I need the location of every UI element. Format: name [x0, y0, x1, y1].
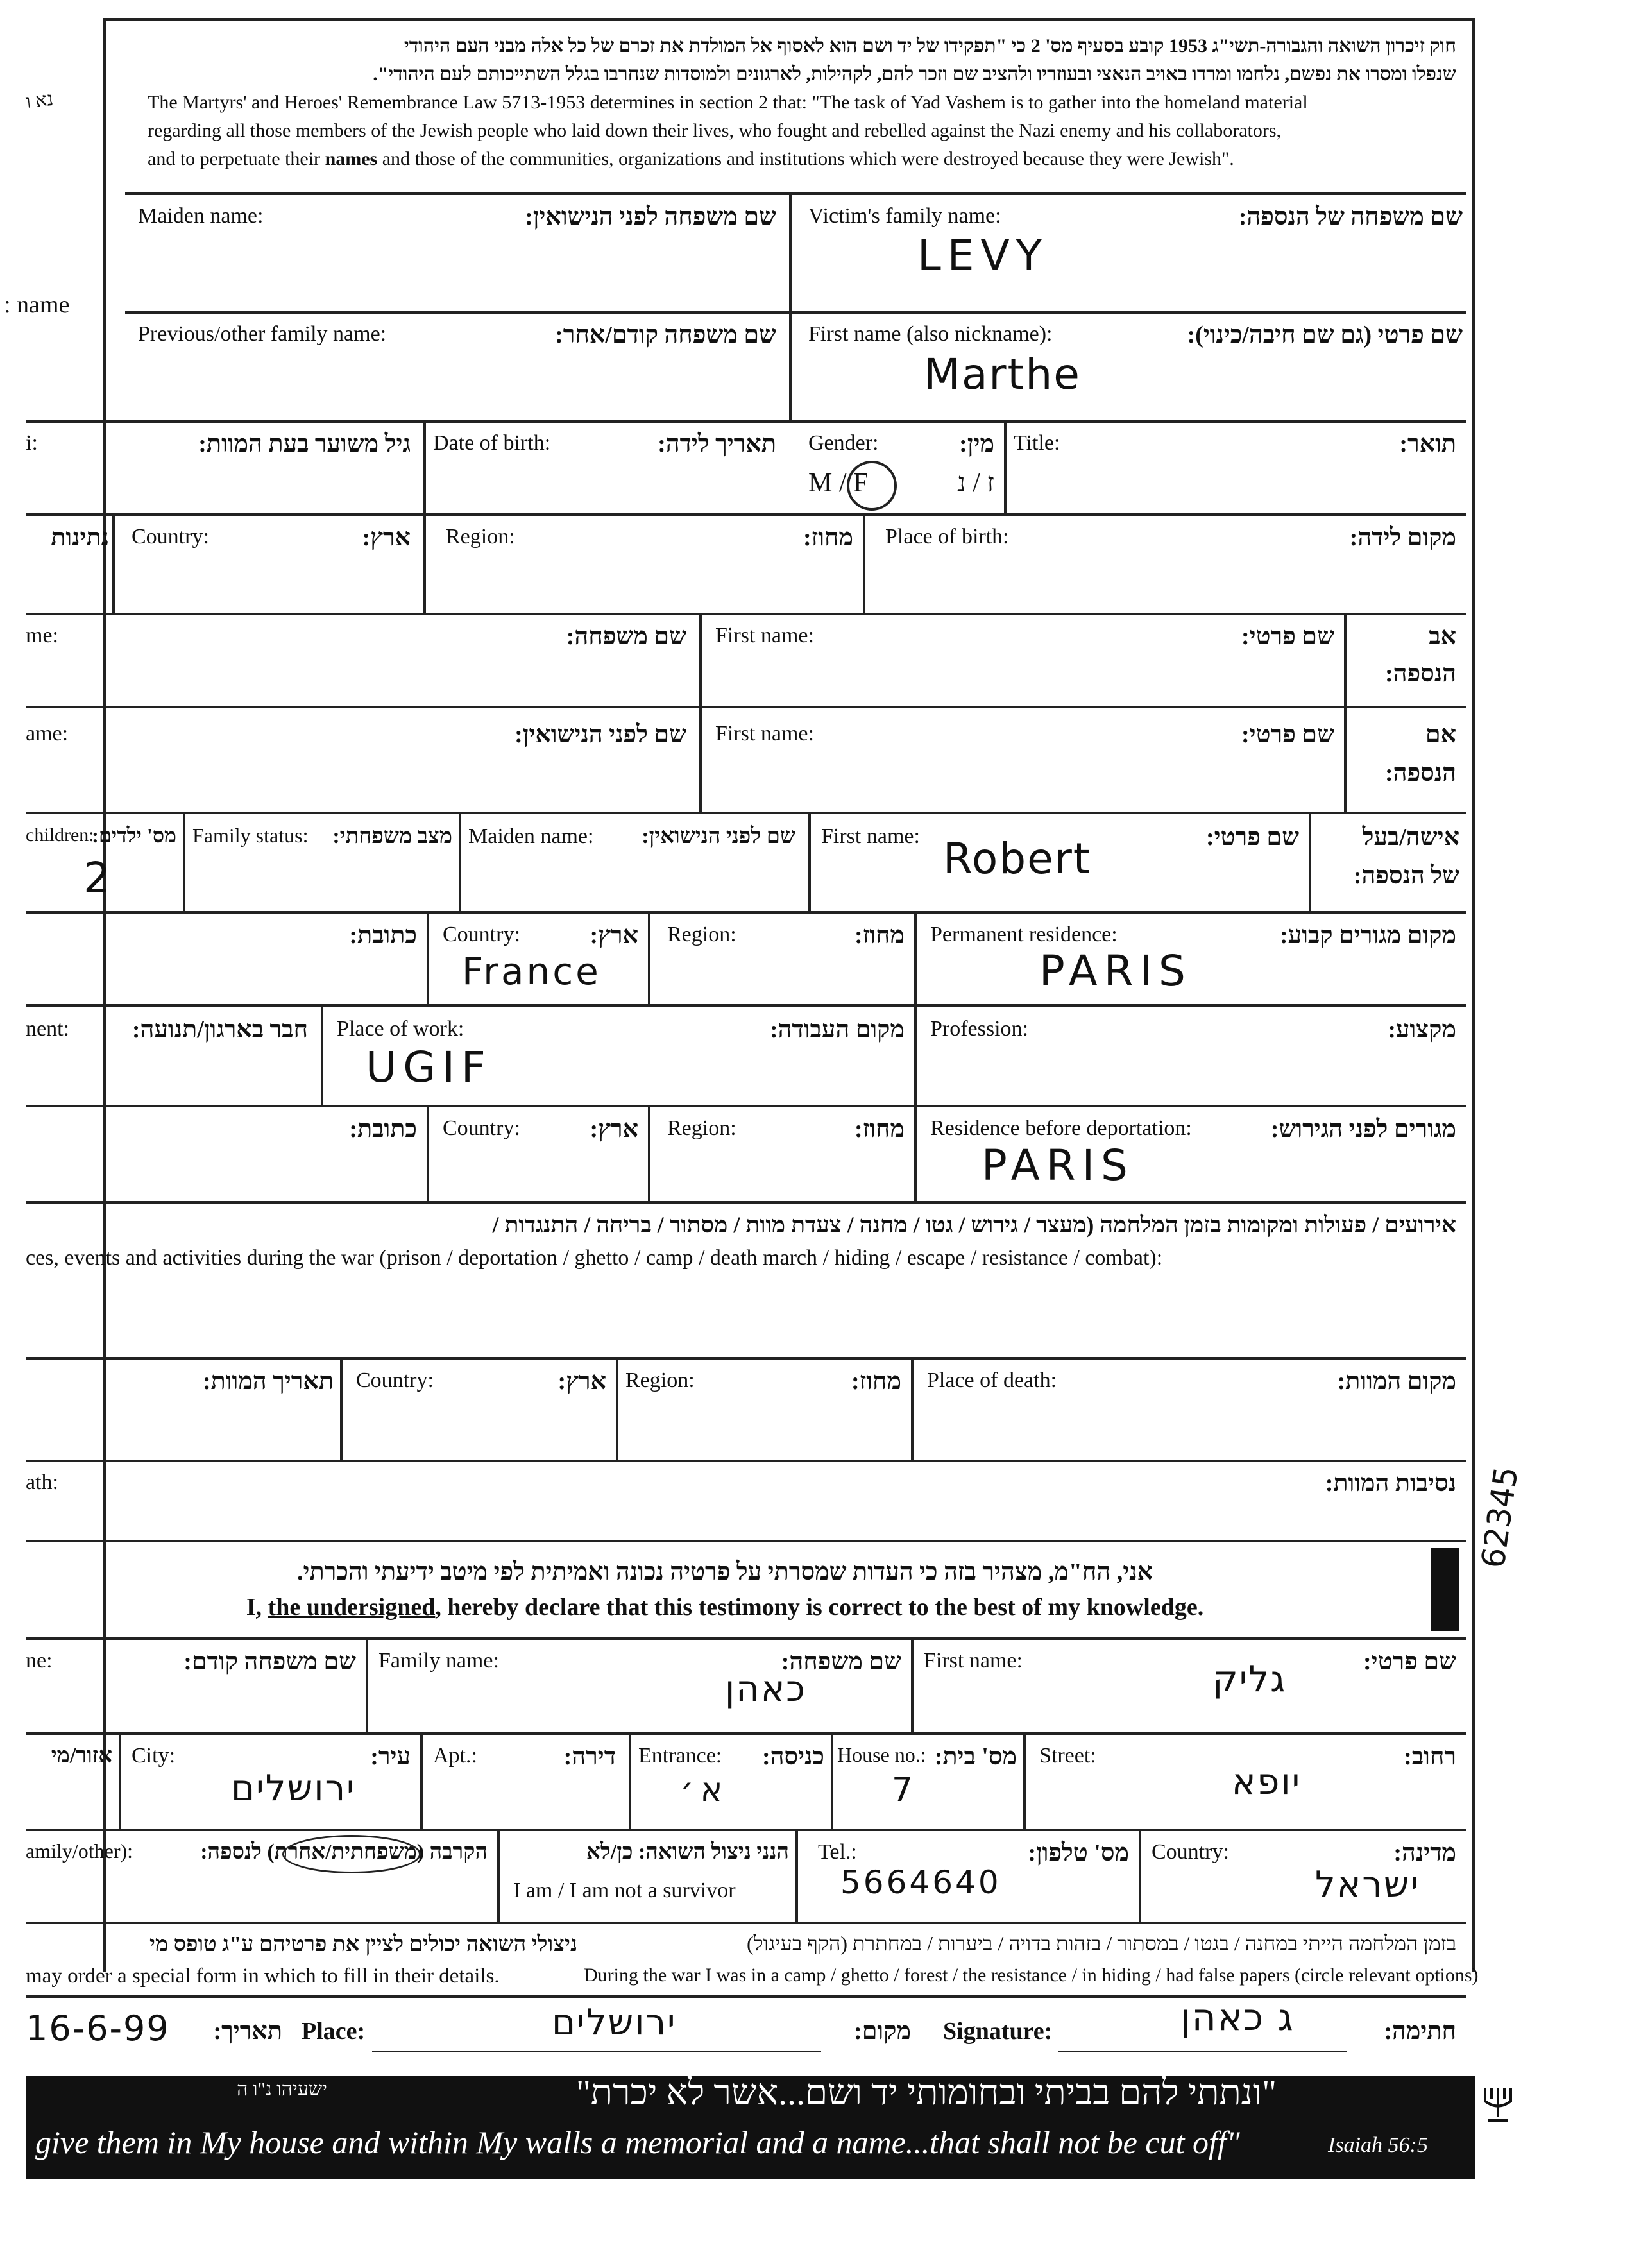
- mother-stub: ame:: [26, 722, 69, 746]
- intro-english-line-1: The Martyrs' and Heroes' Remembrance Law 5713-1953 determines in section 2 that: "The task of Yad Vashem is to gather into the homeland material: [148, 92, 1308, 113]
- profession-label-he: מקצוע:: [1388, 1016, 1456, 1043]
- relation-stub: amily/other):: [26, 1839, 133, 1863]
- entrance-value: א׳: [680, 1771, 729, 1809]
- declaration-en: I, the undersigned, hereby declare that this testimony is correct to the best of my knowledge.: [246, 1594, 1204, 1621]
- member-stub: nent:: [26, 1017, 69, 1041]
- submitter-first-label: First name:: [924, 1649, 1023, 1673]
- deport-country-label: Country:: [443, 1116, 520, 1140]
- submitter-family-label: Family name:: [378, 1649, 499, 1673]
- residence-before-deportation-label-he: מגורים לפני הגירוש:: [1270, 1116, 1456, 1143]
- father-first-label-he: שם פרטי:: [1241, 623, 1334, 650]
- first-name-value: Marthe: [924, 350, 1081, 399]
- submitter-country-label: Country:: [1152, 1840, 1229, 1864]
- entrance-label-he: כניסה:: [761, 1743, 824, 1770]
- apt-label: Apt.:: [433, 1744, 477, 1768]
- street-label: Street:: [1039, 1744, 1096, 1768]
- death-place-label-he: מקום המוות:: [1337, 1368, 1456, 1395]
- father-family-label-he: שם משפחה:: [566, 623, 686, 650]
- survivors-note: may order a special form in which to fill in their details.: [26, 1965, 500, 1988]
- mother-label-he: אם: [1425, 721, 1456, 748]
- death-country-label-he: ארץ:: [557, 1368, 606, 1395]
- spouse-first-label: First name:: [821, 824, 920, 848]
- law-intro: [148, 32, 1456, 173]
- dob-label-he: תאריך לידה:: [658, 431, 776, 457]
- intro-hebrew-line-1: חוק זיכרון השואה והגבורה-תשי"ג 1953 קובע בסעיף מס' 2 כי "תפקידו של יד ושם הוא לאסוף אל המולדת את זכרם של כל אלה מבני העם היהודי: [404, 35, 1456, 56]
- residence-country-label-he: ארץ:: [590, 922, 638, 949]
- submitter-country-label-he: מדינה:: [1393, 1839, 1456, 1866]
- residence-country-value: France: [462, 950, 601, 993]
- family-name-label-he: שם משפחה של הנספה:: [1238, 203, 1463, 230]
- declaration-he: אני, הח"מ, מצהיר בזה כי העדות שמסרתי על פרטיה נכונה ואמיתית לפי מיטב ידיעתי והכרתי.: [297, 1558, 1153, 1585]
- permanent-residence-label: Permanent residence:: [930, 923, 1118, 946]
- city-value: ירושלים: [231, 1768, 356, 1809]
- survivor-label: I am / I am not a survivor: [513, 1879, 736, 1902]
- permanent-residence-value: PARIS: [1039, 946, 1192, 996]
- signoff-date-value: 16-6-99: [26, 2008, 170, 2049]
- first-name-label: First name (also nickname):: [808, 322, 1053, 346]
- events-label: ces, events and activities during the war (prison / deportation / ghetto / camp / death march / hiding / escape / resistance / combat):: [26, 1246, 1163, 1270]
- survivors-note-he: ניצולי השואה יכולים לציין את פרטיהם ע"ג טופס מי: [149, 1932, 577, 1956]
- relation-label-he: הקרבה (משפחתית/אחרת) לנספה:: [200, 1840, 488, 1864]
- war-status-he: בזמן המלחמה הייתי במחנה / בגטו / במסתור / בזהות בדויה / ביערות / במחתרת (הקף בעיגול): [746, 1932, 1456, 1955]
- dob-label: Date of birth:: [433, 431, 551, 455]
- gender-options: M / F: [808, 468, 869, 498]
- footer-verse-he: "ונתתי להם בביתי ובחומותי יד ושם...אשר לא יכרת": [575, 2073, 1277, 2113]
- spouse-first-value: Robert: [943, 834, 1091, 883]
- survivor-label-he: הנני ניצול השואה: כן/לא: [586, 1840, 789, 1864]
- tel-label-he: מס' טלפון:: [1028, 1839, 1129, 1866]
- footer-verse-ref: Isaiah 56:5: [1328, 2133, 1428, 2157]
- first-name-label-he: שם פרטי (גם שם חיבה/כינוי):: [1187, 321, 1463, 348]
- footer-verse-en: give them in My house and within My walls a memorial and a name...that shall not be cut off": [35, 2124, 1240, 2160]
- profession-label: Profession:: [930, 1017, 1028, 1041]
- title-label-he: תואר:: [1399, 431, 1456, 457]
- deport-region-label: Region:: [667, 1116, 736, 1140]
- father-stub: me:: [26, 624, 58, 647]
- entrance-label: Entrance:: [638, 1744, 722, 1768]
- birth-place-label: Place of birth:: [885, 525, 1009, 549]
- nationality-label-he: נתינות: [51, 524, 109, 551]
- birth-country-label-he: ארץ:: [362, 524, 411, 551]
- tel-value: 5664640: [840, 1864, 1001, 1901]
- death-country-label: Country:: [356, 1368, 434, 1392]
- residence-before-deportation-value: PARIS: [982, 1141, 1134, 1190]
- maiden-name-label-he: שם משפחה לפני הנישואין:: [525, 203, 776, 230]
- submitter-first-label-he: שם פרטי:: [1363, 1648, 1456, 1675]
- work-place-label-he: מקום העבודה:: [770, 1016, 905, 1043]
- war-status: During the war I was in a camp / ghetto / forest / the resistance / in hiding / had false papers (circle relevant options): [584, 1965, 1479, 1986]
- death-place-label: Place of death:: [927, 1368, 1057, 1392]
- family-name-label: Victim's family name:: [808, 204, 1001, 228]
- residence-before-deportation-label: Residence before deportation:: [930, 1116, 1192, 1140]
- house-no-value: 7: [892, 1771, 920, 1809]
- margin-number: 62345: [1474, 1464, 1526, 1571]
- spouse-maiden-label: Maiden name:: [468, 824, 594, 848]
- submitter-prev-label-he: שם משפחה קודם:: [183, 1648, 356, 1675]
- deport-region-label-he: מחוז:: [854, 1116, 905, 1143]
- submitter-family-value: כאהן: [725, 1668, 806, 1710]
- work-place-label: Place of work:: [337, 1017, 464, 1041]
- menorah-icon: [1482, 2085, 1514, 2124]
- spouse-label-he: אישה/בעל: [1362, 824, 1459, 851]
- submitter-first-value: גליק: [1212, 1658, 1287, 1700]
- signoff-place-label: Place:: [302, 2018, 366, 2045]
- birth-region-label: Region:: [446, 525, 515, 549]
- house-no-label: House no.:: [837, 1743, 926, 1766]
- member-label-he: חבר בארגון/תנועה:: [132, 1016, 308, 1043]
- signoff-place-label-he: מקום:: [854, 2018, 911, 2045]
- intro-english-line-2: regarding all those members of the Jewish people who laid down their lives, who fought and rebelled against the Nazi enemy and his collaborators,: [148, 120, 1282, 141]
- city-label: City:: [132, 1744, 176, 1768]
- birth-region-label-he: מחוז:: [803, 524, 853, 551]
- work-place-value: UGIF: [366, 1043, 492, 1092]
- residence-country-label: Country:: [443, 923, 520, 946]
- signoff-date-label-he: תאריך:: [213, 2018, 282, 2045]
- deport-country-label-he: ארץ:: [590, 1116, 638, 1143]
- footer-he-ref: ישעיהו נ"ו ה: [237, 2079, 327, 2100]
- death-region-label-he: מחוז:: [851, 1368, 901, 1395]
- gender-circle: [847, 461, 897, 511]
- signature-label-he: חתימה:: [1384, 2018, 1456, 2045]
- submitter-family-label-he: שם משפחה:: [781, 1648, 901, 1675]
- street-label-he: רחוב:: [1404, 1743, 1456, 1770]
- signature-value: ג כאהן: [1180, 1995, 1295, 2039]
- death-date-label-he: תאריך המוות:: [202, 1368, 334, 1395]
- residence-region-label-he: מחוז:: [854, 922, 905, 949]
- spouse-maiden-label-he: שם לפני הנישואין:: [642, 824, 795, 848]
- margin-mark: נא ו: [24, 88, 55, 113]
- father-label-he: אב: [1429, 623, 1456, 650]
- gender-options-he: ז / נ: [956, 468, 994, 498]
- death-cause-stub: ath:: [26, 1471, 58, 1494]
- house-no-label-he: מס' בית:: [934, 1743, 1017, 1770]
- tel-label: Tel.:: [818, 1840, 857, 1864]
- declaration-bar: [1431, 1548, 1459, 1631]
- apt-label-he: דירה:: [563, 1743, 616, 1770]
- spouse-first-label-he: שם פרטי:: [1205, 824, 1299, 851]
- death-cause-label-he: נסיבות המוות:: [1325, 1470, 1456, 1497]
- children-label-he: מס' ילדים:: [92, 824, 176, 847]
- mother-first-label-he: שם פרטי:: [1241, 721, 1334, 748]
- title-label: Title:: [1014, 431, 1060, 455]
- birth-place-label-he: מקום לידה:: [1349, 524, 1456, 551]
- residence-address-label-he: כתובת:: [349, 922, 417, 949]
- previous-name-label: Previous/other family name:: [138, 322, 387, 346]
- intro-english-line-3: and to perpetuate their names and those of the communities, organizations and institutions which were destroyed because they were Jewish".: [148, 148, 1234, 169]
- mother-maiden-label-he: שם לפני הנישואין:: [514, 721, 686, 748]
- submitter-prev-stub: ne:: [26, 1649, 53, 1673]
- submitter-country-value: ישראל: [1315, 1864, 1420, 1906]
- relation-circle: [282, 1835, 421, 1873]
- intro-hebrew-line-2: שנפלו ומסרו את נפשם, נלחמו ומרדו באויב הנאצי ובעוזריו ולהציב שם וזכר להם, לקהילות, לארגונים ולמוסדות שנחרבו בגלל השתייכותם לעם היהודי".: [373, 64, 1456, 85]
- residence-region-label: Region:: [667, 923, 736, 946]
- signature-label: Signature:: [943, 2018, 1053, 2045]
- zone-label-he: אזור/מי: [51, 1744, 112, 1768]
- signoff-place-value: ירושלים: [552, 2002, 677, 2043]
- children-stub: children:: [26, 824, 94, 846]
- maiden-name-label: Maiden name:: [138, 204, 264, 228]
- gender-label-he: מין:: [959, 431, 994, 457]
- age-label-he: גיל משוער בעת המוות:: [198, 431, 411, 457]
- mother-first-label: First name:: [715, 722, 814, 746]
- family-status-label: Family status:: [192, 824, 309, 847]
- family-status-label-he: מצב משפחתי:: [332, 824, 452, 848]
- father-label-he-2: הנספה:: [1384, 660, 1456, 687]
- margin-name-stub: : name: [4, 291, 70, 318]
- previous-name-label-he: שם משפחה קודם/אחר:: [555, 321, 776, 348]
- city-label-he: עיר:: [370, 1743, 411, 1770]
- birth-country-label: Country:: [132, 525, 209, 549]
- family-name-value: LEVY: [917, 231, 1048, 280]
- spouse-label-he-2: של הנספה:: [1353, 862, 1459, 889]
- permanent-residence-label-he: מקום מגורים קבוע:: [1280, 922, 1456, 949]
- father-first-label: First name:: [715, 624, 814, 647]
- children-value: 2: [83, 853, 117, 903]
- age-stub: i:: [26, 431, 38, 455]
- events-label-he: אירועים / פעולות ומקומות בזמן המלחמה (מעצר / גירוש / גטו / מחנה / צעדת מוות / מסתור / בריחה / התנגדות /: [492, 1212, 1456, 1238]
- death-region-label: Region:: [625, 1368, 695, 1392]
- gender-label: Gender:: [808, 431, 879, 455]
- deport-address-label-he: כתובת:: [349, 1116, 417, 1143]
- mother-label-he-2: הנספה:: [1384, 760, 1456, 787]
- street-value: יופא: [1232, 1761, 1302, 1803]
